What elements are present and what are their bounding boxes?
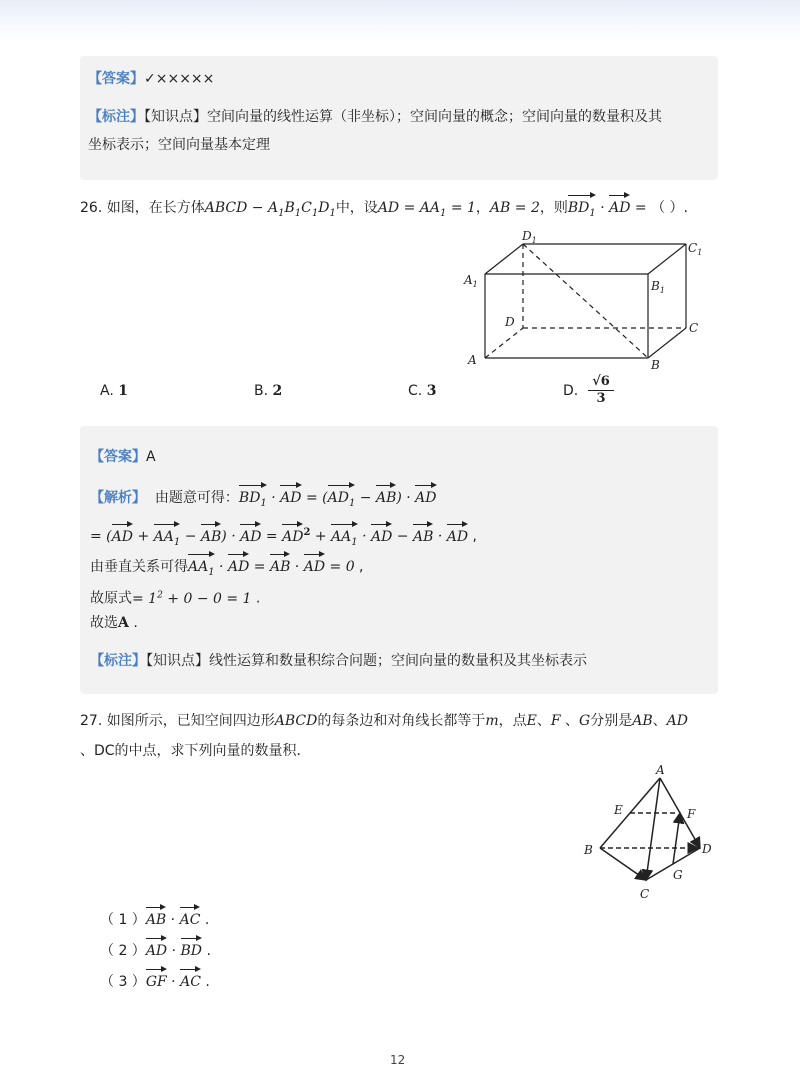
label-b: B [651, 358, 660, 372]
label-f: F [687, 807, 696, 821]
header-band [0, 0, 800, 40]
analysis-line3: 由垂直关系可得$AA_1$ · AD = AB · AD = 0 , [90, 558, 364, 582]
vec-bd1: $BD_1$ [568, 199, 596, 223]
q26-answer: 【答案】A [90, 449, 156, 465]
question-number: 26. [80, 200, 103, 216]
q25-note-line1 [88, 108, 662, 126]
question-number: 27. [80, 713, 103, 729]
answer-value: ✓××××× [144, 71, 215, 87]
q26-stem: 26. 如图，在长方体ABCD − $A_1B_1C_1D_1$中，设AD = $AA_1 = 1$，AB = 2，则$BD_1$ · AD = （ ）. [80, 199, 688, 223]
label-g: G [673, 868, 683, 882]
option-a[interactable]: A. 1 [100, 383, 128, 399]
label-c1: $C_1$ [688, 241, 703, 257]
q27-tetrahedron-figure [580, 762, 720, 907]
label-e: E [614, 803, 623, 817]
q27-stem-line1: 27. 如图所示，已知空间四边形ABCD的每条边和对角线长都等于m，点E、F 、G分别是AB、AD [80, 713, 688, 729]
label-b1: $B_1$ [651, 279, 665, 295]
q27-stem-line2: 、DC的中点，求下列向量的数量积． [80, 743, 311, 759]
q27-part-2: （ 2 ）AD · BD . [100, 943, 211, 959]
label-b: B [584, 843, 593, 857]
label-d: D [702, 842, 712, 856]
label-c: C [689, 321, 699, 335]
analysis-line1: 【解析】 由题意可得：$BD_1$ · AD = $(AD_1 - AB)$ · AD [90, 489, 437, 513]
option-d[interactable]: D. [563, 383, 579, 399]
math-prism: ABCD − $A_1B_1C_1D_1$ [204, 200, 336, 219]
note-text: 【知识点】空间向量的线性运算（非坐标）；空间向量的概念；空间向量的数量积及其 [144, 109, 662, 125]
math-cond2: AB = 2 [489, 200, 540, 216]
option-c[interactable]: C. 3 [408, 383, 437, 399]
page-number: 12 [390, 1053, 406, 1067]
analysis-line4: 故原式= $1^2 + 0 - 0 = 1$ . [90, 590, 261, 607]
label-c: C [640, 887, 650, 901]
analysis-line2: = $(AD + AA_1 - AB)$ · AD = $AD^2 + AA_1$ · AD − AB · AD , [90, 524, 477, 551]
label-a: A [656, 763, 665, 777]
note-tag: 【标注】 [88, 109, 144, 125]
q27-part-1: （ 1 ）AB · AC . [100, 912, 210, 928]
answer-tag: 【答案】 [88, 71, 144, 87]
q26-note: 【标注】【知识点】线性运算和数量积综合问题；空间向量的数量积及其坐标表示 [90, 653, 587, 669]
q26-prism-figure [460, 226, 720, 376]
label-d: D [505, 315, 515, 329]
option-d-fraction: √6 3 [588, 374, 614, 407]
math-cond1: AD = $AA_1 = 1$ [377, 200, 476, 219]
label-d1: $D_1$ [522, 229, 537, 245]
analysis-line5: 故选A . [90, 615, 138, 631]
q27-part-3: （ 3 ）GF · AC . [100, 974, 210, 990]
q25-answer [88, 70, 214, 88]
label-a1: $A_1$ [464, 273, 478, 289]
vec-ad: AD [609, 200, 631, 216]
option-b[interactable]: B. 2 [254, 383, 283, 399]
label-a: A [468, 353, 477, 367]
q25-note-line2: 坐标表示；空间向量基本定理 [88, 137, 270, 153]
